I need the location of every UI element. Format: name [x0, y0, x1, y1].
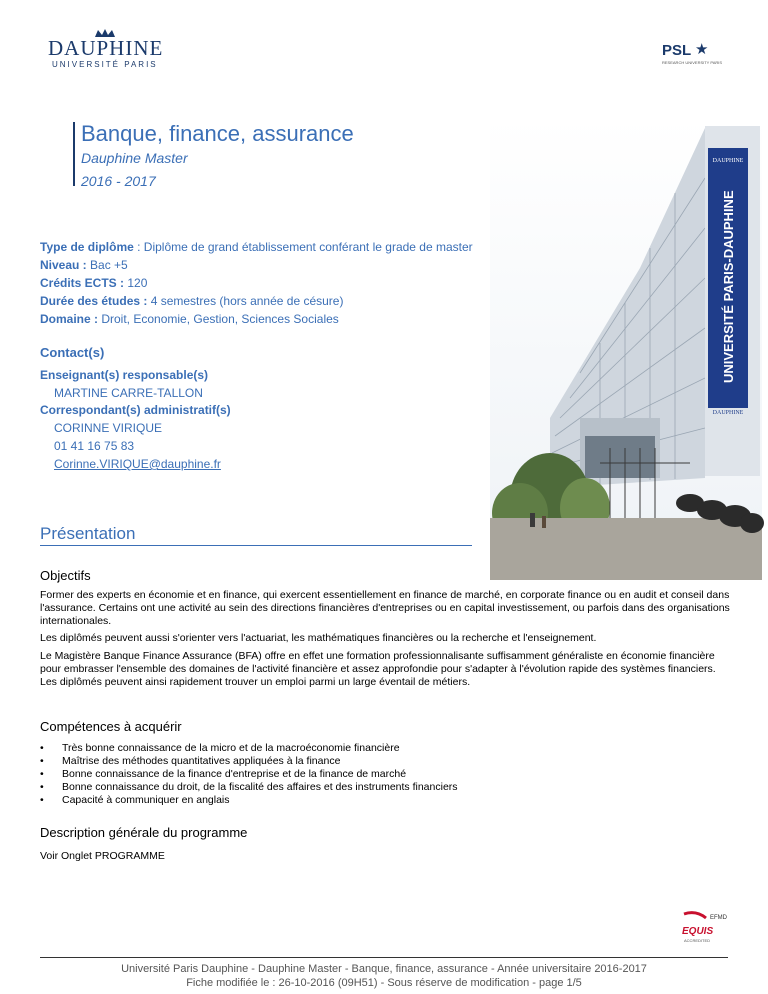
info-niveau [40, 258, 128, 272]
equis-sub: ACCREDITED [684, 938, 711, 943]
list-item: • Bonne connaissance de la finance d'entreprise et de la finance de marché [40, 768, 458, 781]
info-niveau-value: Bac +5 [86, 258, 128, 272]
banner-logo-top: DAUPHINE [712, 158, 744, 164]
contact-enseignant-label: Enseignant(s) responsable(s) [40, 368, 209, 382]
contact-administratif-phone: 01 41 16 75 83 [54, 439, 135, 453]
objectifs-paragraph-3: Le Magistère Banque Finance Assurance (BFA) offre en effet une formation professionnalisante suffisamment généraliste en économie financière pour embrasser l'ensemble des domaines de l'activité financière et assez approfondie pour s'adapter à l'évolution rapide des systèmes financiers. Les diplômés peuvent ainsi rapidement trouver un emploi parmi un large éventail de métiers. [40, 650, 716, 688]
info-duree-value: 4 semestres (hors année de césure) [147, 294, 344, 308]
footer-divider [40, 957, 728, 958]
dauphine-logo-word: DAUPHINE [48, 36, 164, 60]
contact-administratif-name: CORINNE VIRIQUE [54, 421, 163, 435]
objectifs-heading: Objectifs [40, 568, 91, 583]
info-credits [40, 276, 147, 290]
building-photo [490, 118, 762, 580]
info-credits-value: 120 [124, 276, 148, 290]
star-icon: ★ [695, 41, 709, 58]
dauphine-logo [48, 28, 164, 70]
info-type-diplome [40, 240, 473, 254]
presentation-divider [40, 545, 472, 546]
list-item: • Très bonne connaissance de la micro et de la macroéconomie financière [40, 742, 458, 755]
contact-heading: Contact(s) [40, 345, 105, 360]
program-subtitle: Dauphine Master [81, 150, 188, 166]
list-item: • Capacité à communiquer en anglais [40, 794, 458, 807]
psl-logo-word: PSL [662, 42, 692, 59]
info-domaine-label: Domaine : [40, 312, 99, 326]
psl-logo-tag: RESEARCH UNIVERSITY PARIS [662, 60, 723, 65]
contact-administratif-label: Correspondant(s) administratif(s) [40, 403, 231, 417]
info-duree [40, 294, 343, 308]
footer-line-2: Fiche modifiée le : 26-10-2016 (09H51) - Sous réserve de modification - page 1/5 [186, 977, 582, 989]
description-heading: Description générale du programme [40, 825, 248, 840]
program-title: Banque, finance, assurance [81, 121, 354, 146]
title-accent-bar [73, 122, 75, 186]
objectifs-paragraph-1: Former des experts en économie et en finance, qui exercent essentiellement en finance de marché, en corporate finance ou en audit et conseil dans l'assurance. Certains ont une activité au sein des directions financières d'entreprises ou en capital investissement, ou parfois dans des organisations internationales. [40, 589, 730, 627]
info-niveau-label: Niveau : [40, 258, 87, 272]
description-text: Voir Onglet PROGRAMME [40, 850, 165, 862]
contact-enseignant-name: MARTINE CARRE-TALLON [54, 386, 203, 400]
psl-logo [662, 42, 722, 68]
info-type-value: : Diplôme de grand établissement conférant le grade de master [133, 240, 473, 254]
competences-list [40, 742, 458, 807]
equis-top: EFMD [710, 915, 727, 921]
info-type-label: Type de diplôme [40, 240, 134, 254]
info-duree-label: Durée des études : [40, 294, 148, 308]
info-domaine-value: Droit, Economie, Gestion, Sciences Sociales [98, 312, 339, 326]
banner-logo-bottom: DAUPHINE [712, 410, 744, 416]
list-item: • Bonne connaissance du droit, de la fiscalité des affaires et des instruments financiers [40, 781, 458, 794]
equis-logo [676, 910, 727, 946]
banner-text: UNIVERSITÉ PARIS-DAUPHINE [721, 190, 736, 383]
list-item: • Maîtrise des méthodes quantitatives appliquées à la finance [40, 755, 458, 768]
competences-heading: Compétences à acquérir [40, 719, 182, 734]
presentation-heading: Présentation [40, 524, 136, 543]
dauphine-logo-sub: UNIVERSITÉ PARIS [52, 60, 158, 69]
objectifs-paragraph-2: Les diplômés peuvent aussi s'orienter vers l'actuariat, les mathématiques financières ou la recherche et l'enseignement. [40, 632, 597, 644]
program-year: 2016 - 2017 [81, 173, 156, 189]
info-domaine [40, 312, 339, 326]
contact-email-link[interactable]: Corinne.VIRIQUE@dauphine.fr [54, 457, 221, 471]
info-credits-label: Crédits ECTS : [40, 276, 125, 290]
equis-word: EQUIS [682, 926, 714, 937]
footer-line-1: Université Paris Dauphine - Dauphine Master - Banque, finance, assurance - Année universitaire 2016-2017 [121, 963, 647, 975]
